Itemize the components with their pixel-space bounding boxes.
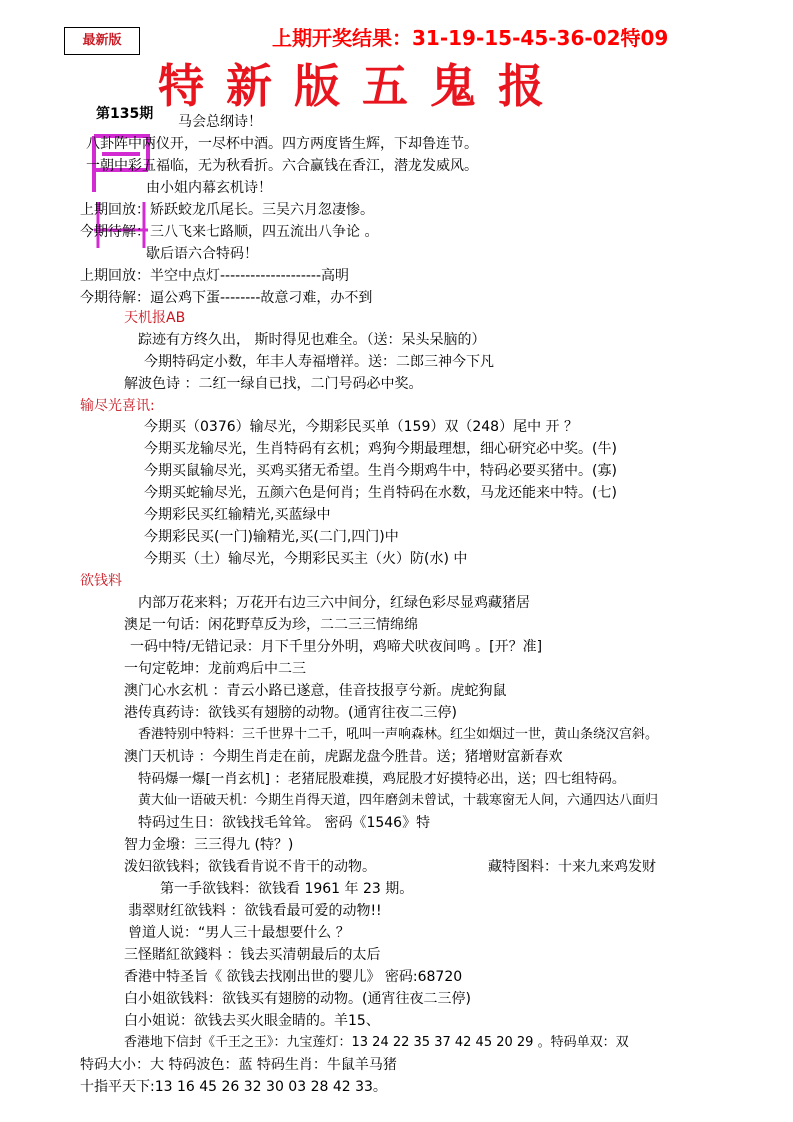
text-line: 踪迹有方终久出， 斯时得见也难全。（送：呆头呆脑的） xyxy=(138,332,486,348)
text-line: 香港特别中特料：三千世界十二千，吼叫一声响森林。红尘如烟过一世，黄山条绕汉宫斜。 xyxy=(138,727,659,742)
issue-number: 第135期 xyxy=(96,106,154,122)
latest-edition-badge: 最新版 xyxy=(64,27,140,55)
text-line: 上期回放：半空中点灯--------------------高明 xyxy=(80,268,350,284)
text-line: 今期待解：逼公鸡下蛋--------故意刁难，办不到 xyxy=(80,290,373,306)
text-line: 泼妇欲钱料；欲钱看肯说不肯干的动物。 xyxy=(124,859,376,875)
text-line: 特码过生日：欲钱找毛耸耸。 密码《1546》特 xyxy=(138,815,431,831)
text-line: 今期彩民买(一门)输精光,买(二门,四门)中 xyxy=(144,529,399,545)
text-line: 一码中特/无错记录：月下千里分外明，鸡啼犬吠夜间鸣 。[开？准] xyxy=(130,639,543,655)
text-line: 香港地下信封《千王之王》：九宝莲灯：13 24 22 35 37 42 45 20 29 。特码单双：双 xyxy=(124,1035,629,1050)
section-heading-red: 输尽光喜讯: xyxy=(80,398,155,414)
text-line: 藏特图料：十来九来鸡发财 xyxy=(488,859,656,875)
text-line: 翡翠财红欲钱料 ：欲钱看最可爱的动物!! xyxy=(128,903,382,919)
text-line: 解波色诗 ：二红一绿自已找，二门号码必中奖。 xyxy=(124,376,423,392)
text-line: 今期买蛇输尽光，五颜六色是何肖；生肖特码在水数，马龙还能来中特。(七) xyxy=(144,485,617,501)
text-line: 曾道人说：“男人三十最想要什么 ？ xyxy=(128,925,350,941)
page-title: 特新版五鬼报 xyxy=(158,59,566,113)
text-line: 今期买鼠输尽光，买鸡买猪无希望。生肖今期鸡牛中，特码必要买猪中。(寡) xyxy=(144,463,617,479)
text-line: 特码大小：大 特码波色：蓝 特码生肖：牛鼠羊马猪 xyxy=(80,1057,397,1073)
last-draw-result: 上期开奖结果：31-19-15-45-36-02特09 xyxy=(272,26,669,50)
text-line: 特码爆一爆[一肖玄机] ：老猪屁股难摸，鸡屁股才好摸特必出，送；四七组特码。 xyxy=(138,771,626,787)
text-line: 今期特码定小数，年丰人寿福增祥。送：二郎三神今下凡 xyxy=(144,354,494,370)
text-line: 上期回放：矫跃蛟龙爪尾长。三吴六月忽凄惨。 xyxy=(80,202,374,218)
text-line: 智力金墢：三三得九 (特？) xyxy=(124,837,294,853)
line-ma-hui-header: 马会总纲诗！ xyxy=(178,114,262,130)
text-line: 澳门天机诗 ：今期生肖走在前，虎踞龙盘今胜昔。送；猪增财富新春欢 xyxy=(124,749,563,765)
text-line: 内部万花来料；万花开右边三六中间分，红绿色彩尽显鸡藏猪居 xyxy=(138,595,530,611)
text-line: 今期买龙输尽光，生肖特码有玄机；鸡狗今期最理想，细心研究必中奖。(牛) xyxy=(144,441,617,457)
text-line: 黄大仙一语破天机：今期生肖得天道，四年磨剑未曾试，十载寒窗无人间，六通四达八面归 xyxy=(138,793,659,808)
text-line: 一句定乾坤：龙前鸡后中二三 xyxy=(124,661,306,677)
text-line: 今期彩民买红输精光,买蓝绿中 xyxy=(144,507,331,523)
text-line: 今期买（0376）输尽光，今期彩民买单（159）双（248）尾中 开 ？ xyxy=(144,419,578,435)
text-line: 白小姐欲钱料：欲钱买有翅膀的动物。(通宵往夜二三停) xyxy=(124,991,471,1007)
text-line: 今期买（土）输尽光，今期彩民买主（火）防(水) 中 xyxy=(144,551,468,567)
text-line: 澳门心水玄机 ：青云小路已遂意，佳音技报亨兮新。虎蛇狗鼠 xyxy=(124,683,507,699)
text-line: 一朝中彩五福临，无为秋看折。六合赢钱在香江，潜龙发威风。 xyxy=(86,158,478,174)
text-line: 第一手欲钱料：欲钱看 1961 年 23 期。 xyxy=(160,881,414,897)
text-line: 三怪賭紅欲錢料 ：钱去买清朝最后的太后 xyxy=(124,947,381,963)
section-heading-red: 天机报AB xyxy=(124,310,186,326)
text-line: 澳足一句话：闲花野草反为珍，二二三三情绵绵 xyxy=(124,617,418,633)
text-line: 今期待解：三八飞来七路顺，四五流出八争论 。 xyxy=(80,224,379,240)
section-heading-red: 欲钱料 xyxy=(80,573,122,589)
text-line: 港传真药诗：欲钱买有翅膀的动物。(通宵往夜二三停) xyxy=(124,705,457,721)
text-line: 八卦阵中两仪开，一尽杯中酒。四方两度皆生辉，下却鲁连节。 xyxy=(86,136,478,152)
text-line: 白小姐说：欲钱去买火眼金睛的。羊15、 xyxy=(124,1013,380,1029)
section-heading: 歇后语六合特码！ xyxy=(146,246,258,262)
text-line: 十指平天下:13 16 45 26 32 30 03 28 42 33。 xyxy=(80,1079,387,1095)
text-line: 香港中特圣旨《 欲钱去找刚出世的婴儿》 密码:68720 xyxy=(124,969,463,985)
section-heading: 由小姐内幕玄机诗！ xyxy=(146,180,272,196)
